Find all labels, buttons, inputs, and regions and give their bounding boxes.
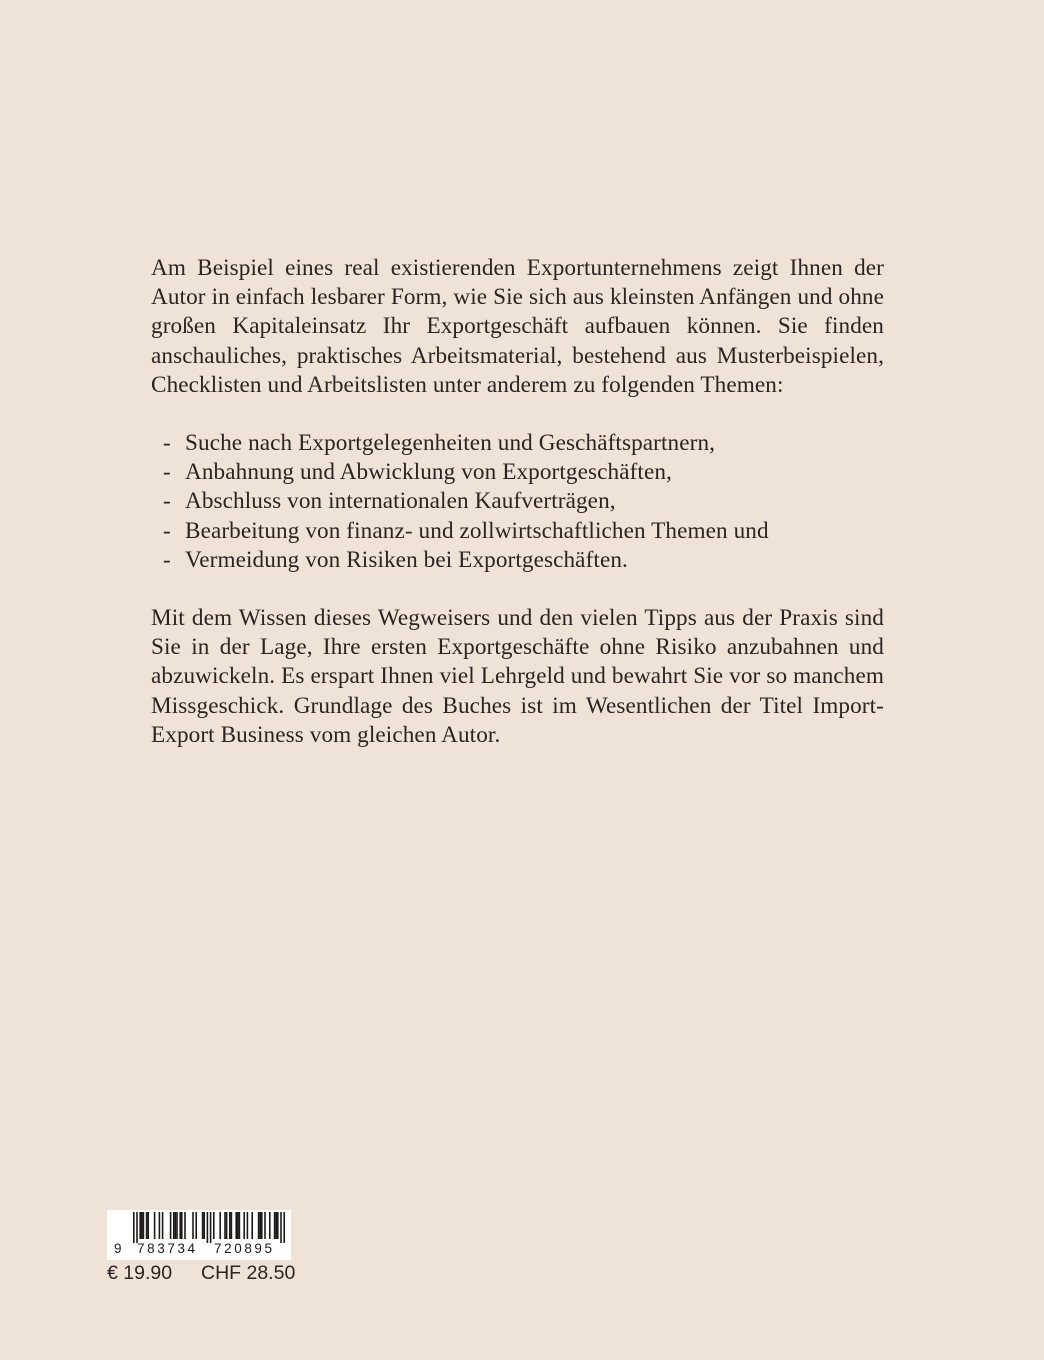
list-item	[163, 458, 884, 487]
barcode-bar	[235, 1212, 237, 1239]
barcode-bar	[181, 1212, 183, 1239]
barcode-bar	[203, 1212, 205, 1239]
list-dash: -	[163, 546, 171, 573]
list-dash: -	[163, 517, 171, 544]
barcode-bar	[147, 1212, 149, 1239]
intro-paragraph: Am Beispiel eines real existierenden Exportunternehmens zeigt Ihnen der Autor in einfach lesbarer Form, wie Sie sich aus kleinsten Anfängen und ohne großen Kapitaleinsatz Ihr Exportgeschäft aufbauen können. Sie finden anschauliches, praktisches Arbeitsmaterial, bestehend aus Musterbeispielen, Checklisten und Arbeitslisten unter anderem zu folgenden Themen:	[151, 255, 884, 398]
barcode-bar	[224, 1212, 226, 1239]
list-dash: -	[163, 430, 171, 457]
back-cover-text	[151, 254, 884, 750]
barcode-bar	[175, 1212, 177, 1239]
barcode-bar	[243, 1212, 245, 1239]
price-chf: CHF 28.50	[201, 1262, 296, 1284]
barcode-bar	[159, 1212, 161, 1239]
barcode-bar	[176, 1212, 178, 1239]
barcode-bar	[170, 1212, 172, 1239]
barcode-bar	[239, 1212, 241, 1239]
barcode-digits	[107, 1241, 291, 1259]
barcode-bar	[231, 1212, 233, 1239]
barcode-bar	[143, 1212, 145, 1239]
barcode-guard-bar	[280, 1212, 282, 1243]
barcode-bar	[277, 1212, 279, 1239]
barcode-bar	[139, 1212, 141, 1239]
barcode-bar	[179, 1212, 181, 1239]
barcode-bar	[274, 1212, 276, 1239]
barcode-bars	[107, 1210, 291, 1243]
barcode-left-group: 783734	[137, 1241, 198, 1256]
barcode-bar	[264, 1212, 266, 1239]
barcode-first-digit: 9	[114, 1241, 122, 1256]
barcode-bar	[162, 1212, 164, 1239]
barcode-bar	[229, 1212, 231, 1239]
barcode-guard-bar	[210, 1212, 212, 1243]
list-item	[163, 429, 884, 458]
barcode-bar	[219, 1212, 221, 1239]
list-dash: -	[163, 459, 171, 486]
barcode-bar	[258, 1212, 260, 1239]
price-eur: € 19.90	[107, 1262, 173, 1284]
barcode-bar	[184, 1212, 186, 1239]
barcode-bar	[269, 1212, 271, 1239]
barcode-bar	[195, 1212, 197, 1239]
list-item	[163, 517, 884, 546]
barcode-bar	[202, 1212, 204, 1239]
barcode-bar	[146, 1212, 148, 1239]
list-item-text: Bearbeitung von finanz- und zollwirtschaftlichen Themen und	[185, 517, 769, 544]
barcode-bar	[261, 1212, 263, 1239]
barcode-right-group: 720895	[214, 1241, 275, 1256]
barcode-bar	[226, 1212, 228, 1239]
topics-list	[151, 429, 884, 575]
barcode-bar	[251, 1212, 253, 1239]
barcode-bar	[173, 1212, 175, 1239]
list-item	[163, 546, 884, 575]
list-item-text: Abschluss von internationalen Kaufverträgen,	[185, 488, 616, 515]
isbn-barcode	[107, 1210, 291, 1260]
barcode-guard-bar	[136, 1212, 138, 1243]
barcode-bar	[237, 1212, 239, 1239]
barcode-guard-bar	[133, 1212, 135, 1243]
barcode-bar	[247, 1212, 249, 1239]
barcode-bar	[259, 1212, 261, 1239]
closing-paragraph: Mit dem Wissen dieses Wegweisers und den vielen Tipps aus der Praxis sind Sie in der Lage, Ihre ersten Exportgeschäfte ohne Risiko anzubahnen und abzuwickeln. Es erspart Ihnen viel Lehrgeld und bewahrt Sie vor so manchem Missgeschick. Grundlage des Buches ist im Wesentlichen der Titel Import-Export Business vom gleichen Autor.	[151, 605, 884, 748]
list-item-text: Anbahnung und Abwicklung von Exportgeschäften,	[185, 459, 672, 486]
barcode-bar	[192, 1212, 194, 1239]
barcode-guard-bar	[283, 1212, 285, 1243]
barcode-bar	[141, 1212, 143, 1239]
list-item	[163, 487, 884, 516]
list-item-text: Suche nach Exportgelegenheiten und Geschäftspartnern,	[185, 430, 716, 457]
barcode-bar	[154, 1212, 156, 1239]
barcode-bar	[213, 1212, 215, 1239]
barcode-bar	[275, 1212, 277, 1239]
barcode-guard-bar	[207, 1212, 209, 1243]
list-dash: -	[163, 488, 171, 515]
list-item-text: Vermeidung von Risiken bei Exportgeschäften.	[185, 546, 628, 573]
